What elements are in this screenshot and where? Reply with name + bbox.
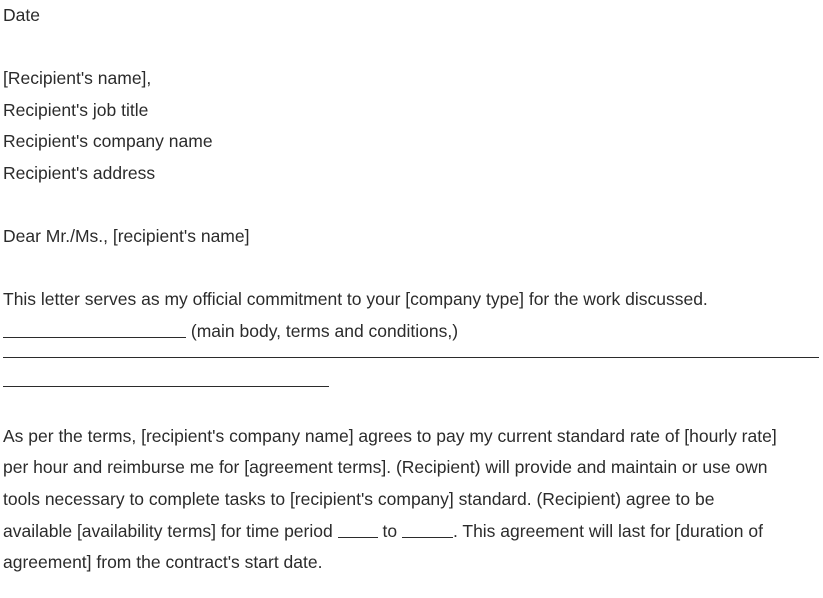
- fill-in-blank: [402, 537, 453, 538]
- recipient-name: [Recipient's name],: [3, 68, 152, 89]
- fill-in-blank: [338, 537, 378, 538]
- fill-in-rule: [3, 386, 329, 387]
- terms-line: tools necessary to complete tasks to [recipient's company] standard. (Recipient) agree to be: [3, 488, 715, 509]
- spacer: [3, 32, 821, 64]
- recipient-address: Recipient's address: [3, 162, 156, 183]
- date-line: Date: [3, 5, 40, 25]
- main-body-line: [3, 316, 821, 348]
- salutation: Dear Mr./Ms., [recipient's name]: [3, 226, 250, 247]
- terms-text: . This agreement will last for [duration of: [452, 520, 763, 541]
- terms-line: As per the terms, [recipient's company name] agrees to pay my current standard rate of [hourly rate]: [3, 425, 777, 446]
- spacer: [3, 389, 821, 421]
- spacer: [3, 190, 821, 222]
- terms-text: to: [382, 520, 398, 541]
- fill-in-rule-partial: [3, 358, 821, 390]
- fill-in-blank: [3, 337, 186, 338]
- spacer: [3, 253, 821, 285]
- terms-line: agreement] from the contract's start date.: [3, 552, 323, 573]
- recipient-job-title: Recipient's job title: [3, 99, 149, 120]
- terms-line: [3, 516, 821, 548]
- terms-text: available [availability terms] for time period: [3, 520, 333, 541]
- intro-paragraph: This letter serves as my official commitment to your [company type] for the work discussed.: [3, 289, 708, 310]
- terms-line: per hour and reimburse me for [agreement terms]. (Recipient) will provide and maintain or use own: [3, 457, 768, 478]
- main-body-hint: (main body, terms and conditions,): [190, 320, 459, 341]
- recipient-company: Recipient's company name: [3, 131, 213, 152]
